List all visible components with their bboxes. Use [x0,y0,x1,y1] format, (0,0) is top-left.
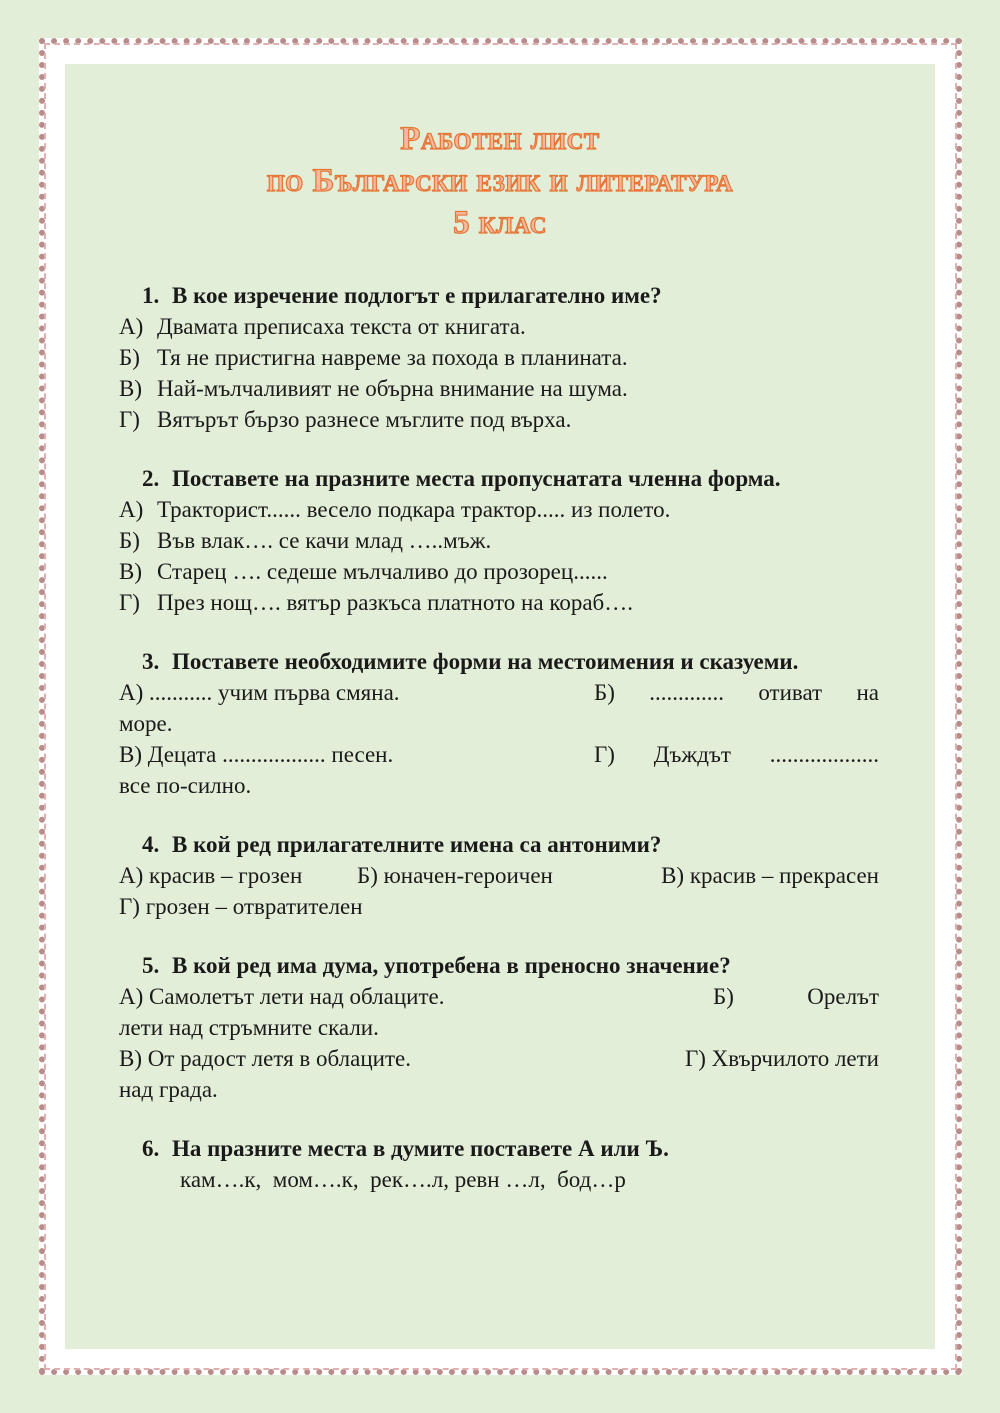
question-number: 2. [142,466,160,491]
option-a [119,494,879,525]
title-line-1: Работен лист [400,121,600,157]
question-heading [119,950,879,981]
question-text: В кой ред има дума, употребена в преносно значение? [172,953,731,978]
option-text: Тя не пристигна навреме за похода в планината. [157,345,628,370]
question-heading [119,829,879,860]
question-text: Поставете необходимите форми на местоимения и сказуеми. [172,649,799,674]
option-d-continuation: все по-силно. [119,773,252,798]
option-text: Във влак…. се качи млад …..мъж. [157,528,492,553]
question-number: 1. [142,283,160,308]
question-number: 6. [142,1136,160,1161]
option-d: Г) Хвърчилото лети [684,1046,879,1071]
question-3 [119,646,879,801]
question-number: 4. [142,832,160,857]
option-a [119,311,879,342]
option-label: Г) [119,590,140,615]
question-heading [119,463,879,494]
option-label: Б) [119,345,140,370]
option-a: А) красив – грозен [119,863,303,888]
option-d-continuation: над града. [119,1077,218,1102]
options-row-1 [119,981,879,1012]
option-c [119,556,879,587]
question-text: В кое изречение подлогът е прилагателно име? [172,283,662,308]
options-row-2 [119,739,879,770]
question-5 [119,950,879,1105]
option-label: В) [119,376,142,401]
question-heading [119,280,879,311]
option-text: Вятърът бързо разнесе мъглите под върха. [157,407,572,432]
option-label: Г) [119,407,140,432]
option-label: А) [119,497,144,522]
option-text: Най-мълчаливият не обърна внимание на шума. [157,376,628,401]
option-text: Двамата преписаха текста от книгата. [157,314,526,339]
question-heading [119,646,879,677]
option-c: В) От радост летя в облаците. [119,1046,411,1071]
option-a: А) Самолетът лети над облаците. [119,984,445,1009]
questions [119,280,879,1223]
question-text: Поставете на празните места пропуснатата членна форма. [172,466,781,491]
title-line-2: по Български език и литература [266,163,734,199]
options-row [119,860,879,891]
option-text: През нощ…. вятър разкъса платното на кораб…. [157,590,633,615]
option-d [119,587,879,618]
question-text: На празните места в думите поставете А или Ъ. [172,1136,669,1161]
option-b-continuation: море. [119,711,173,736]
option-b: Б) Орелът [713,984,879,1009]
option-b [119,342,879,373]
options-row-1 [119,677,879,708]
option-a: А) ........... учим първа смяна. [119,680,400,705]
option-label: А) [119,314,144,339]
title-line-3: 5 клас [453,205,547,241]
option-d: Г) грозен – отвратителен [119,894,363,919]
option-text: Старец …. седеше мълчаливо до прозорец...... [157,559,608,584]
question-4 [119,829,879,922]
option-label: В) [119,559,142,584]
option-b: Б) ............. отиват на [594,680,879,705]
option-label: Б) [119,528,140,553]
question-1 [119,280,879,435]
option-b: Б) юначен-героичен [357,863,553,888]
word-blanks: кам….к, мом….к, рек….л, ревн …л, бод…р [180,1167,626,1192]
option-text: Тракторист...... весело подкара трактор..... из полето. [157,497,671,522]
option-b [119,525,879,556]
page-title [65,118,935,244]
option-c: В) Децата .................. песен. [119,742,394,767]
option-d [119,404,879,435]
question-heading [119,1133,879,1164]
option-d: Г) Дъждът ................... [594,742,879,767]
question-6 [119,1133,879,1195]
option-c: В) красив – прекрасен [661,863,879,888]
option-c [119,373,879,404]
question-2 [119,463,879,618]
options-row-2 [119,1043,879,1074]
question-number: 3. [142,649,160,674]
question-number: 5. [142,953,160,978]
option-b-continuation: лети над стръмните скали. [119,1015,379,1040]
question-text: В кой ред прилагателните имена са антоними? [172,832,662,857]
